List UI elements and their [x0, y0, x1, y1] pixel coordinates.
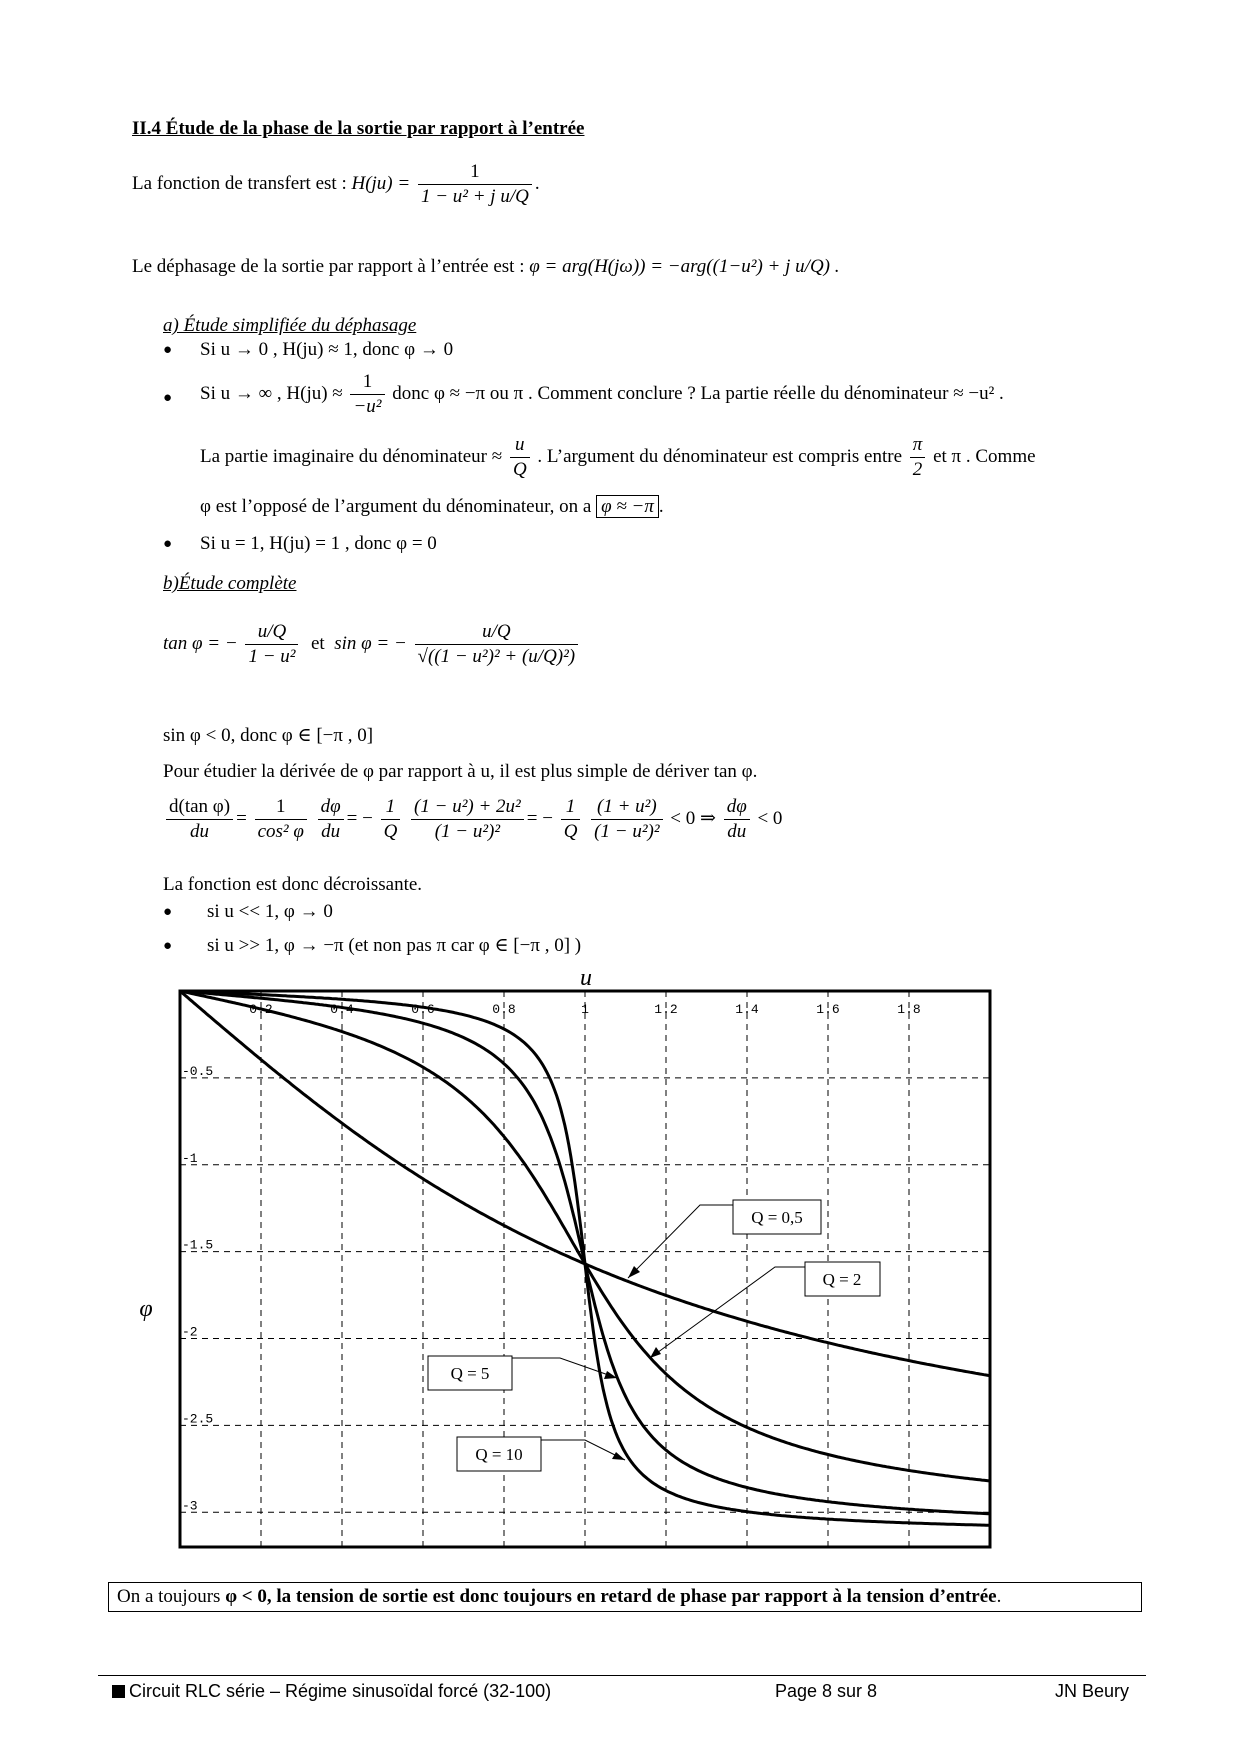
square-icon [112, 1685, 125, 1698]
opp-text: φ est l’opposé de l’argument du dénominateur, on a [200, 496, 592, 517]
d1-den: du [190, 821, 210, 842]
transfer-intro: La fonction de transfert est : [132, 172, 347, 194]
y-tick-label: -2 [182, 1324, 198, 1340]
deriv-tail: < 0 ⇒ [670, 807, 716, 829]
legend-q2 [650, 1262, 880, 1358]
bullet-icon: ● [163, 938, 173, 954]
tan-den: 1 − u² [248, 646, 296, 667]
bullet-icon: ● [163, 904, 173, 920]
decreasing-line: La fonction est donc décroissante. [163, 874, 423, 895]
q1-num: 1 [381, 795, 401, 820]
legend-label-q10: Q = 10 [475, 1445, 523, 1464]
d1-num: d(tan φ) [166, 795, 233, 820]
d6-den: du [727, 821, 747, 842]
conclusion-bullet-2: si u >> 1, φ → −π (et non pas π car φ ∈ [−π , 0] ) [207, 935, 582, 956]
imag-end: et π . Comme [933, 445, 1036, 467]
phase-expr: φ = arg(H(jω)) = −arg((1−u²) + j u/Q) . [529, 256, 840, 277]
imag-start: La partie imaginaire du dénominateur ≈ [200, 445, 503, 467]
d2-den: cos² φ [257, 821, 304, 842]
y-tick-label: -3 [182, 1498, 198, 1514]
sin-neg-line: sin φ < 0, donc φ ∈ [−π , 0] [163, 725, 374, 746]
sin-den: √((1 − u²)² + (u/Q)²) [417, 646, 576, 667]
y-tick-label: -0.5 [182, 1063, 214, 1079]
q1-den: Q [383, 821, 398, 842]
legend-label-q2: Q = 2 [822, 1270, 862, 1289]
conclusion-bold: φ < 0, la tension de sortie est donc toujours en retard de phase par rapport à la tension d’entrée [225, 1586, 997, 1607]
sin-num: u/Q [415, 620, 579, 645]
conclusion-box [108, 1582, 1142, 1612]
x-tick-label: 1 [581, 1002, 589, 1017]
phase-intro: Le déphasage de la sortie par rapport à l’entrée est : [132, 256, 525, 277]
imag-mid: . L’argument du dénominateur est compris entre [537, 445, 903, 467]
d3-den: du [321, 821, 341, 842]
part-a-title: a) Étude simplifiée du déphasage [163, 315, 417, 336]
callout-line-q05 [628, 1205, 733, 1278]
transfer-den: 1 − u² + j u/Q [420, 186, 529, 207]
part-a-bullet-1: Si u → 0 , H(ju) ≈ 1, donc φ → 0 [200, 339, 454, 360]
y-axis-label: φ [139, 1296, 153, 1322]
part-b-title: b)Étude complète [163, 573, 297, 594]
arrow-head-q2 [650, 1347, 661, 1358]
conclusion-start: On a toujours [117, 1586, 226, 1607]
x-tick-label: 0.6 [411, 1002, 435, 1017]
footer-left [112, 1681, 551, 1702]
d4-num: (1 − u²) + 2u² [411, 795, 524, 820]
d3-num: dφ [318, 795, 344, 820]
deriv-intro: Pour étudier la dérivée de φ par rapport à u, il est plus simple de dériver tan φ. [163, 761, 758, 782]
arrow-head-q10 [612, 1452, 625, 1460]
d5-num: (1 + u²) [591, 795, 662, 820]
pi-den: 2 [912, 459, 923, 480]
x-tick-label: 0.2 [249, 1002, 273, 1017]
footer-center: Page 8 sur 8 [775, 1681, 878, 1701]
sin-lhs: sin φ = − [334, 632, 407, 654]
transfer-lhs: H(ju) = [351, 172, 411, 194]
q2-num: 1 [561, 795, 581, 820]
deriv-end: < 0 [757, 807, 783, 829]
b2-den: −u² [353, 396, 382, 417]
x-tick-label: 1.2 [654, 1002, 678, 1017]
legend-q10 [457, 1437, 625, 1471]
transfer-num: 1 [418, 160, 532, 185]
et-word: et [310, 632, 325, 654]
section-title: II.4 Étude de la phase de la sortie par rapport à l’entrée [132, 118, 585, 139]
bullet-icon: ● [163, 342, 173, 358]
y-tick-label: -1.5 [182, 1237, 214, 1253]
q2-den: Q [563, 821, 578, 842]
part-a-bullet-3: Si u = 1, H(ju) = 1 , donc φ = 0 [200, 533, 437, 554]
b2-end: donc φ ≈ −π ou π . Comment conclure ? La partie réelle du dénominateur ≈ −u² . [392, 382, 1004, 404]
tan-num: u/Q [245, 620, 298, 645]
conclusion-end: . [996, 1586, 1002, 1607]
legend-label-q5: Q = 5 [450, 1364, 490, 1383]
legend-q05 [628, 1200, 821, 1278]
y-tick-label: -2.5 [182, 1411, 214, 1427]
derivative-line: $\frac{\text{d(tan φ)}}{du}$ = $\frac{1}{\text{cos² φ}}$ $\frac{d\varphi}{du}$ = − $\frac{1}{Q}$ $\frac{\text{(1 − u²) + 2u²}}{\text{(1 − u²)²}}$ = − $\frac{1}{Q}$ $\frac{\text{(1 + u²)}}{\text{(1 − u²)²}}$ < 0 ⇒ $\frac{d\varphi}{du}$ < 0 [163, 795, 782, 844]
b2-num: 1 [350, 370, 384, 395]
footer-left-text: Circuit RLC série – Régime sinusoïdal forcé (32-100) [129, 1681, 552, 1701]
d4-den: (1 − u²)² [434, 821, 501, 842]
opp-box: φ ≈ −π [596, 495, 659, 518]
y-tick-label: -1 [182, 1150, 198, 1166]
x-tick-label: 1.8 [897, 1002, 921, 1017]
x-tick-label: 0.4 [330, 1002, 354, 1017]
bullet-icon: ● [163, 390, 173, 406]
legend-label-q05: Q = 0,5 [751, 1208, 803, 1227]
x-tick-label: 1.6 [816, 1002, 840, 1017]
callout-line-q2 [650, 1267, 805, 1358]
x-tick-label: 0.8 [492, 1002, 516, 1017]
x-tick-label: 1.4 [735, 1002, 759, 1017]
footer-right: JN Beury [1055, 1681, 1130, 1701]
legend-q5 [428, 1356, 617, 1390]
pi-num: π [910, 433, 926, 458]
footer-rule [98, 1675, 1146, 1676]
b2-start: Si u → ∞ , H(ju) ≈ [200, 382, 343, 404]
d5-den: (1 − u²)² [594, 821, 660, 842]
transfer-line: La fonction de transfert est : H(ju) = $\frac{1}{\text{1 − u² + j u/Q}}$ . [132, 161, 540, 207]
conclusion-bullet-1: si u << 1, φ → 0 [207, 901, 333, 922]
opp-line: φ est l’opposé de l’argument du dénominateur, on a φ ≈ −π . [200, 496, 664, 517]
d6-num: dφ [724, 795, 750, 820]
imag-num: u [510, 433, 530, 458]
tan-lhs: tan φ = − [163, 632, 238, 654]
d2-num: 1 [255, 795, 307, 820]
bullet-icon: ● [163, 536, 173, 552]
x-axis-label: u [580, 965, 592, 991]
imag-den: Q [512, 459, 527, 480]
callout-line-q10 [541, 1440, 625, 1460]
